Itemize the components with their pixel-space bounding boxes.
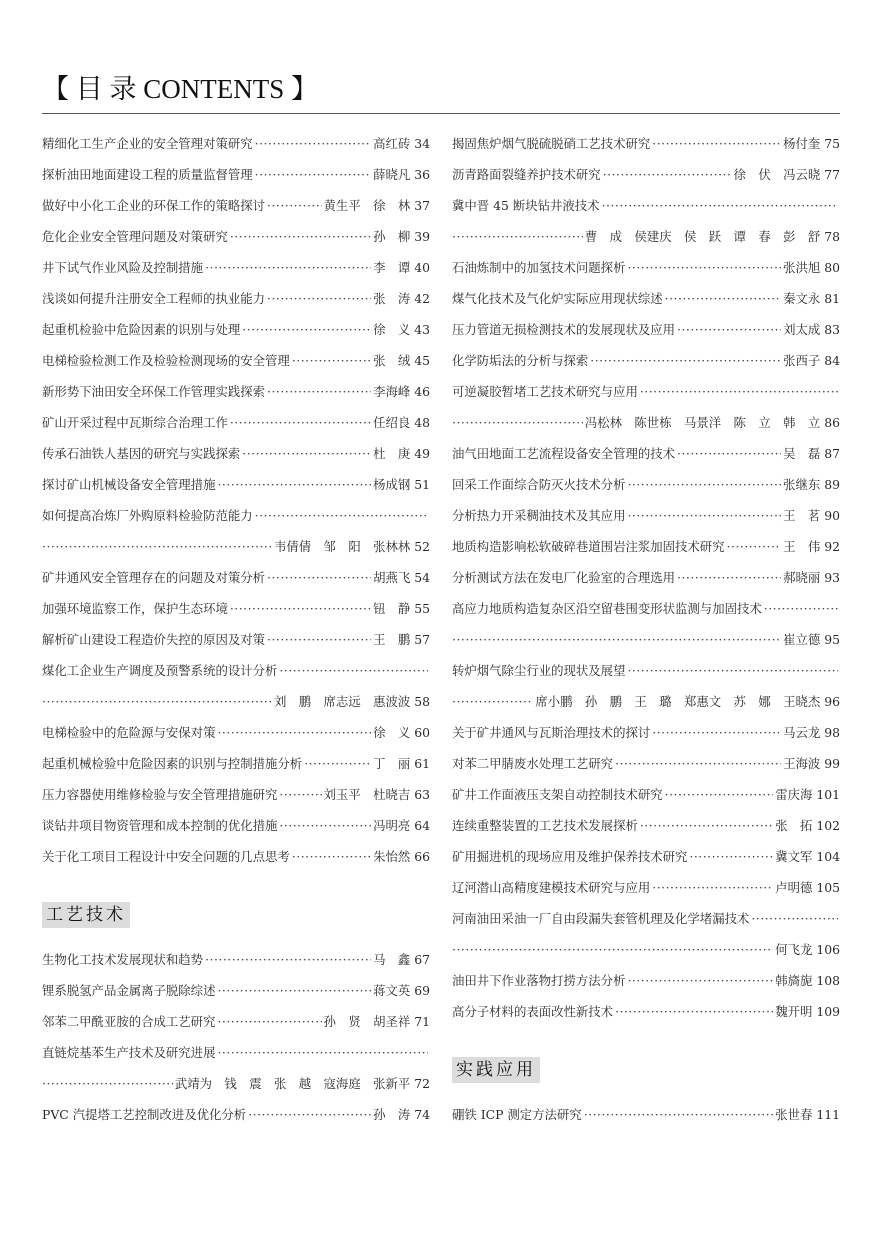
article-title: 分析热力开采稠油技术及其应用 xyxy=(452,508,626,523)
article-title: 揭固焦炉烟气脱硫脱硝工艺技术研究 xyxy=(452,136,651,151)
author-page: 任绍良 48 xyxy=(373,415,430,430)
article-title: 关于矿井通风与瓦斯治理技术的探讨 xyxy=(452,725,651,740)
toc-entry[interactable] xyxy=(452,841,840,872)
leader-dots xyxy=(217,469,371,500)
author-page: 魏开明 109 xyxy=(775,1004,840,1019)
author-page: 秦文永 81 xyxy=(783,291,840,306)
leader-dots xyxy=(452,407,583,438)
article-title: 探讨矿山机械设备安全管理措施 xyxy=(42,477,216,492)
leader-dots xyxy=(727,531,782,562)
leader-dots xyxy=(452,624,781,655)
toc-entry[interactable] xyxy=(42,717,430,748)
author-page: 孙 贤 胡圣祥 71 xyxy=(323,1014,430,1029)
author-page: 杨付奎 75 xyxy=(783,136,840,151)
author-page: 李海峰 46 xyxy=(373,384,430,399)
article-title: 油田井下作业落物打捞方法分析 xyxy=(452,973,626,988)
author-page: 张继东 89 xyxy=(783,477,840,492)
article-title: 高分子材料的表面改性新技术 xyxy=(452,1004,614,1019)
author-page: 韦倩倩 邹 阳 张林林 52 xyxy=(273,539,430,554)
author-page: 张 拓 102 xyxy=(775,818,840,833)
toc-entry[interactable] xyxy=(452,996,840,1027)
toc-entry[interactable] xyxy=(452,717,840,748)
author-page: 冀文军 104 xyxy=(775,849,840,864)
section-heading xyxy=(42,890,430,944)
author-page: 刘太成 83 xyxy=(783,322,840,337)
toc-entry[interactable] xyxy=(42,562,430,593)
toc-entry[interactable] xyxy=(452,903,840,934)
leader-dots xyxy=(267,283,371,314)
author-page: 胡燕飞 54 xyxy=(373,570,430,585)
article-title: 连续重整装置的工艺技术发展探析 xyxy=(452,818,638,833)
leader-dots xyxy=(602,190,838,221)
leader-dots xyxy=(665,779,774,810)
leader-dots xyxy=(217,1006,321,1037)
leader-dots xyxy=(255,500,428,531)
leader-dots xyxy=(627,965,773,996)
leader-dots xyxy=(279,779,321,810)
author-page: 丁 丽 61 xyxy=(373,756,430,771)
toc-entry[interactable] xyxy=(42,655,430,686)
article-title: 起重机检验中危险因素的识别与处理 xyxy=(42,322,241,337)
leader-dots xyxy=(242,314,371,345)
article-title: 矿山开采过程中瓦斯综合治理工作 xyxy=(42,415,228,430)
author-page: 杨成钢 51 xyxy=(373,477,430,492)
leader-dots xyxy=(652,872,773,903)
contents-header xyxy=(42,70,840,110)
toc-entry[interactable] xyxy=(452,252,840,283)
toc-column-left xyxy=(42,128,430,1130)
article-title: 地质构造影响松软破碎巷道围岩注浆加固技术研究 xyxy=(452,539,725,554)
leader-dots xyxy=(230,221,371,252)
author-page: 卢明德 105 xyxy=(775,880,840,895)
author-page: 徐 义 43 xyxy=(373,322,430,337)
toc-entry-continuation[interactable] xyxy=(42,531,430,562)
toc-entry[interactable] xyxy=(452,872,840,903)
leader-dots xyxy=(267,376,371,407)
toc-entry-continuation[interactable] xyxy=(452,686,840,717)
author-page: 高红砖 34 xyxy=(373,136,430,151)
author-page: 薛晓凡 36 xyxy=(373,167,430,182)
page-title: 【 目 录 CONTENTS 】 xyxy=(42,74,318,104)
section-spacer xyxy=(42,872,430,890)
toc-entry[interactable] xyxy=(42,1099,430,1130)
author-page: 钮 静 55 xyxy=(373,601,430,616)
article-title: 加强环境监察工作，保护生态环境 xyxy=(42,601,228,616)
article-title: 做好中小化工企业的环保工作的策略探讨 xyxy=(42,198,266,213)
article-title: 化学防垢法的分析与探索 xyxy=(452,353,589,368)
article-title: 解析矿山建设工程造价失控的原因及对策 xyxy=(42,632,266,647)
leader-dots xyxy=(627,469,781,500)
toc-entry[interactable] xyxy=(452,655,840,686)
article-title: 直链烷基苯生产技术及研究进展 xyxy=(42,1045,216,1060)
leader-dots xyxy=(652,128,781,159)
toc-entry[interactable] xyxy=(42,779,430,810)
toc-entry[interactable] xyxy=(452,965,840,996)
leader-dots xyxy=(279,810,371,841)
toc-entry[interactable] xyxy=(42,159,430,190)
author-page: 冯松林 陈世栋 马景洋 陈 立 韩 立 86 xyxy=(584,415,840,430)
leader-dots xyxy=(255,159,371,190)
article-title: 河南油田采油一厂自由段漏失套管机理及化学堵漏技术 xyxy=(452,911,750,926)
leader-dots xyxy=(230,407,371,438)
leader-dots xyxy=(764,593,838,624)
author-page: 张洪旭 80 xyxy=(783,260,840,275)
author-page: 黄生平 徐 林 37 xyxy=(323,198,430,213)
leader-dots xyxy=(665,283,781,314)
leader-dots xyxy=(627,252,781,283)
toc-entry[interactable] xyxy=(42,438,430,469)
leader-dots xyxy=(627,655,838,686)
toc-entry[interactable] xyxy=(42,252,430,283)
leader-dots xyxy=(603,159,732,190)
author-page: 徐 义 60 xyxy=(373,725,430,740)
leader-dots xyxy=(42,686,272,717)
leader-dots xyxy=(242,438,371,469)
toc-entry-continuation[interactable] xyxy=(42,1068,430,1099)
leader-dots xyxy=(640,810,773,841)
article-title: 分析测试方法在发电厂化验室的合理选用 xyxy=(452,570,676,585)
toc-entry-continuation[interactable] xyxy=(452,221,840,252)
leader-dots xyxy=(677,562,781,593)
toc-entry[interactable] xyxy=(452,779,840,810)
leader-dots xyxy=(751,903,838,934)
article-title: 高应力地质构造复杂区沿空留巷围变形状监测与加固技术 xyxy=(452,601,762,616)
author-page: 郝晓丽 93 xyxy=(783,570,840,585)
leader-dots xyxy=(590,345,781,376)
toc-entry[interactable] xyxy=(452,190,840,221)
leader-dots xyxy=(255,128,371,159)
toc-entry[interactable] xyxy=(42,624,430,655)
toc-entry-continuation[interactable] xyxy=(42,686,430,717)
toc-entry[interactable] xyxy=(42,1037,430,1068)
author-page: 韩旖旎 108 xyxy=(775,973,840,988)
leader-dots xyxy=(217,717,371,748)
toc-entry[interactable] xyxy=(42,221,430,252)
author-page: 蒋文英 69 xyxy=(373,983,430,998)
article-title: 矿井通风安全管理存在的问题及对策分析 xyxy=(42,570,266,585)
toc-entry[interactable] xyxy=(452,345,840,376)
toc-entry[interactable] xyxy=(452,593,840,624)
article-title: 矿用掘进机的现场应用及维护保养技术研究 xyxy=(452,849,688,864)
toc-entry[interactable] xyxy=(452,531,840,562)
toc-entry-continuation[interactable] xyxy=(452,624,840,655)
toc-entry[interactable] xyxy=(42,407,430,438)
article-title: 沥青路面裂缝养护技术研究 xyxy=(452,167,601,182)
section-heading-label: 工艺技术 xyxy=(42,902,130,928)
toc-entry[interactable] xyxy=(452,159,840,190)
article-title: 传承石油铁人基因的研究与实践探索 xyxy=(42,446,241,461)
author-page: 吴 磊 87 xyxy=(783,446,840,461)
author-page: 武靖为 钱 震 张 越 寇海庭 张新平 72 xyxy=(174,1076,430,1091)
leader-dots xyxy=(689,841,773,872)
author-page: 王 鹏 57 xyxy=(373,632,430,647)
article-title: 锂系脱氢产品金属离子脱除综述 xyxy=(42,983,216,998)
toc-entry[interactable] xyxy=(42,810,430,841)
leader-dots xyxy=(267,624,371,655)
article-title: 谈钻井项目物资管理和成本控制的优化措施 xyxy=(42,818,278,833)
article-title: PVC 汽提塔工艺控制改进及优化分析 xyxy=(42,1107,247,1122)
article-title: 电梯检验检测工作及检验检测现场的安全管理 xyxy=(42,353,290,368)
author-page: 曹 成 侯建庆 侯 跃 谭 春 彭 舒 78 xyxy=(584,229,840,244)
article-title: 浅谈如何提升注册安全工程师的执业能力 xyxy=(42,291,266,306)
leader-dots xyxy=(640,376,838,407)
toc-entry[interactable] xyxy=(42,748,430,779)
author-page: 王海波 99 xyxy=(783,756,840,771)
leader-dots xyxy=(615,996,773,1027)
toc-entry[interactable] xyxy=(452,438,840,469)
toc-entry[interactable] xyxy=(42,128,430,159)
leader-dots xyxy=(42,531,272,562)
toc-entry[interactable] xyxy=(452,469,840,500)
leader-dots xyxy=(627,500,781,531)
leader-dots xyxy=(652,717,781,748)
toc-entry[interactable] xyxy=(42,190,430,221)
header-rule xyxy=(42,113,840,114)
author-page: 张 绒 45 xyxy=(373,353,430,368)
toc-entry[interactable] xyxy=(452,810,840,841)
article-title: 电梯检验中的危险源与安保对策 xyxy=(42,725,216,740)
toc-entry-continuation[interactable] xyxy=(452,934,840,965)
leader-dots xyxy=(217,1037,428,1068)
leader-dots xyxy=(452,686,533,717)
author-page: 孙 涛 74 xyxy=(373,1107,430,1122)
toc-entry[interactable] xyxy=(452,283,840,314)
toc-entry[interactable] xyxy=(452,748,840,779)
leader-dots xyxy=(677,314,781,345)
author-page: 李 谭 40 xyxy=(373,260,430,275)
toc-entry[interactable] xyxy=(452,314,840,345)
section-spacer xyxy=(452,1027,840,1045)
article-title: 油气田地面工艺流程设备安全管理的技术 xyxy=(452,446,676,461)
article-title: 危化企业安全管理问题及对策研究 xyxy=(42,229,228,244)
article-title: 邻苯二甲酰亚胺的合成工艺研究 xyxy=(42,1014,216,1029)
article-title: 关于化工项目工程设计中安全问题的几点思考 xyxy=(42,849,290,864)
article-title: 如何提高冶炼厂外购原料检验防范能力 xyxy=(42,508,253,523)
article-title: 井下试气作业风险及控制措施 xyxy=(42,260,204,275)
leader-dots xyxy=(230,593,371,624)
toc-entry[interactable] xyxy=(42,376,430,407)
author-page: 张西子 84 xyxy=(783,353,840,368)
toc-entry[interactable] xyxy=(42,841,430,872)
author-page: 雷庆海 101 xyxy=(775,787,840,802)
leader-dots xyxy=(205,252,371,283)
leader-dots xyxy=(615,748,781,779)
article-title: 压力管道无损检测技术的发展现状及应用 xyxy=(452,322,676,337)
toc-entry[interactable] xyxy=(452,562,840,593)
author-page: 崔立德 95 xyxy=(783,632,840,647)
section-heading xyxy=(452,1045,840,1099)
author-page: 徐 伏 冯云晓 77 xyxy=(733,167,840,182)
toc-column-right xyxy=(452,128,840,1130)
article-title: 石油炼制中的加氢技术问题探析 xyxy=(452,260,626,275)
article-title: 可逆凝胶暂堵工艺技术研究与应用 xyxy=(452,384,638,399)
leader-dots xyxy=(452,221,583,252)
article-title: 煤化工企业生产调度及预警系统的设计分析 xyxy=(42,663,278,678)
author-page: 朱怡然 66 xyxy=(373,849,430,864)
leader-dots xyxy=(248,1099,371,1130)
toc-entry[interactable] xyxy=(42,975,430,1006)
author-page: 杜 庚 49 xyxy=(373,446,430,461)
leader-dots xyxy=(205,944,371,975)
toc-entry[interactable] xyxy=(42,345,430,376)
leader-dots xyxy=(267,190,322,221)
article-title: 煤气化技术及气化炉实际应用现状综述 xyxy=(452,291,663,306)
toc-entry[interactable] xyxy=(42,500,430,531)
toc-entry[interactable] xyxy=(42,1006,430,1037)
author-page: 孙 柳 39 xyxy=(373,229,430,244)
article-title: 冀中晋 45 断块钻井液技术 xyxy=(452,198,600,213)
leader-dots xyxy=(217,975,371,1006)
author-page: 马 鑫 67 xyxy=(373,952,430,967)
author-page: 何飞龙 106 xyxy=(775,942,840,957)
leader-dots xyxy=(452,934,773,965)
article-title: 辽河潜山高精度建模技术研究与应用 xyxy=(452,880,651,895)
toc-entry[interactable] xyxy=(452,376,840,407)
author-page: 王 伟 92 xyxy=(783,539,840,554)
article-title: 矿井工作面液压支架自动控制技术研究 xyxy=(452,787,663,802)
leader-dots xyxy=(677,438,781,469)
leader-dots xyxy=(292,345,371,376)
article-title: 转炉烟气除尘行业的现状及展望 xyxy=(452,663,626,678)
author-page: 冯明亮 64 xyxy=(373,818,430,833)
author-page: 刘玉平 杜晓吉 63 xyxy=(323,787,430,802)
article-title: 生物化工技术发展现状和趋势 xyxy=(42,952,204,967)
toc-entry[interactable] xyxy=(42,593,430,624)
section-heading-label: 实践应用 xyxy=(452,1057,540,1083)
toc-entry[interactable] xyxy=(42,469,430,500)
article-title: 硼铁 ICP 测定方法研究 xyxy=(452,1107,582,1122)
toc-entry-continuation[interactable] xyxy=(452,407,840,438)
leader-dots xyxy=(584,1099,774,1130)
toc-entry[interactable] xyxy=(452,128,840,159)
author-page: 张世春 111 xyxy=(775,1107,840,1122)
leader-dots xyxy=(304,748,371,779)
article-title: 新形势下油田安全环保工作管理实践探索 xyxy=(42,384,266,399)
article-title: 探析油田地面建设工程的质量监督管理 xyxy=(42,167,253,182)
author-page: 王 茗 90 xyxy=(783,508,840,523)
article-title: 起重机械检验中危险因素的识别与控制措施分析 xyxy=(42,756,303,771)
leader-dots xyxy=(279,655,428,686)
author-page: 张 涛 42 xyxy=(373,291,430,306)
toc-entry[interactable] xyxy=(42,314,430,345)
toc-entry[interactable] xyxy=(452,500,840,531)
leader-dots xyxy=(42,1068,173,1099)
author-page: 马云龙 98 xyxy=(783,725,840,740)
article-title: 精细化工生产企业的安全管理对策研究 xyxy=(42,136,253,151)
author-page: 席小鹏 孙 鹏 王 璐 郑惠文 苏 娜 王晓杰 96 xyxy=(535,694,840,709)
toc-entry[interactable] xyxy=(452,1099,840,1130)
leader-dots xyxy=(267,562,371,593)
toc-entry[interactable] xyxy=(42,283,430,314)
leader-dots xyxy=(292,841,371,872)
article-title: 对苯二甲腈废水处理工艺研究 xyxy=(452,756,614,771)
toc-entry[interactable] xyxy=(42,944,430,975)
article-title: 回采工作面综合防灭火技术分析 xyxy=(452,477,626,492)
article-title: 压力容器使用维修检验与安全管理措施研究 xyxy=(42,787,278,802)
author-page: 刘 鹏 席志远 惠波波 58 xyxy=(273,694,430,709)
